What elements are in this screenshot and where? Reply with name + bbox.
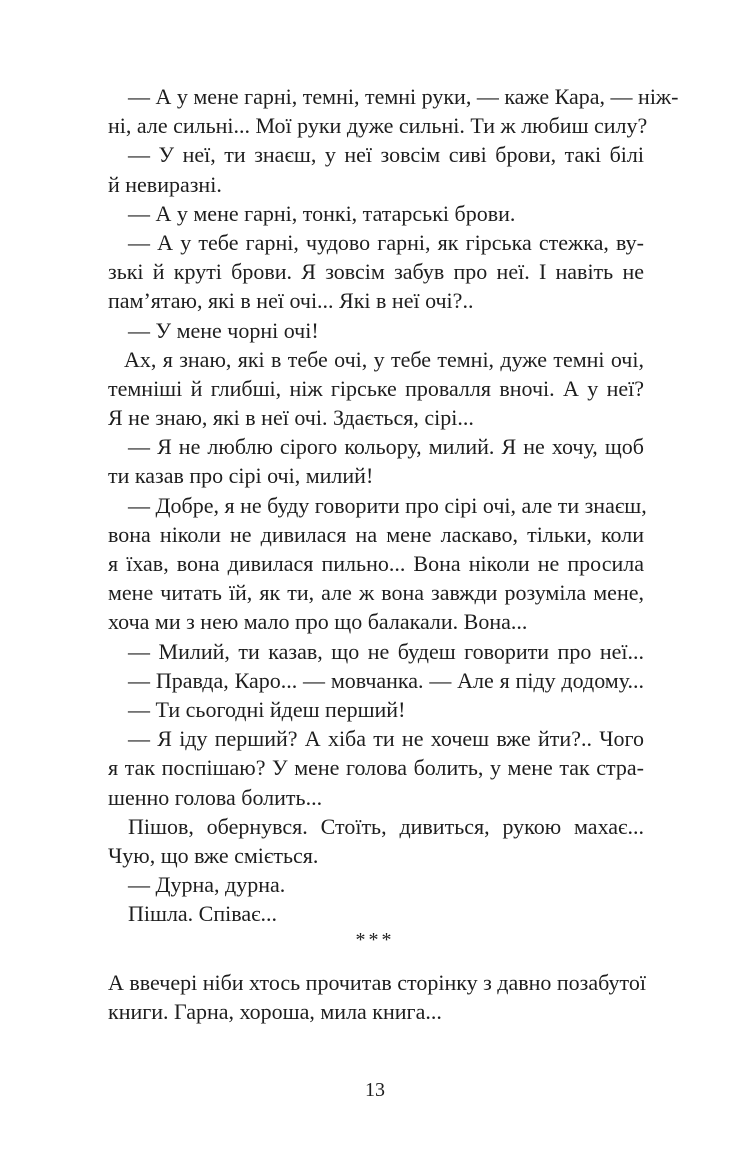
page-number: 13 — [365, 1079, 385, 1101]
text-line: — Дурна, дурна. — [128, 872, 286, 898]
section-text — [108, 968, 644, 1026]
text-line: Я не знаю, які в неї очі. Здається, сірі... — [108, 405, 474, 431]
text-line: — Ти сьогодні йдеш перший! — [128, 696, 406, 722]
text-line: — Я не люблю сірого кольору, милий. Я не хочу, щоб — [128, 434, 644, 460]
text-line: Пішов, обернувся. Стоїть, дивиться, рукою махає... — [128, 813, 644, 839]
text-line: ні, але сильні... Мої руки дуже сильні. Ти ж любиш силу? — [108, 113, 648, 139]
text-line: Чую, що вже сміється. — [108, 842, 319, 868]
text-line: — А у мене гарні, темні, темні руки, — каже Кара, — ніж- — [128, 84, 679, 109]
text-line: хоча ми з нею мало про що балакали. Вона... — [108, 609, 528, 635]
text-line: я так поспішаю? У мене голова болить, у мене так стра- — [108, 755, 644, 781]
text-line: мене читать їй, як ти, але ж вона завжди розуміла мене, — [108, 580, 644, 606]
text-line: — А у тебе гарні, чудово гарні, як гірська стежка, ву- — [128, 229, 644, 255]
text-line: вона ніколи не дивилася на мене ласкаво, тільки, коли — [108, 521, 644, 547]
text-line: — У неї, ти знаєш, у неї зовсім сиві брови, такі білі — [128, 142, 644, 168]
text-line: — Добре, я не буду говорити про сірі очі, але ти знаєш, — [128, 492, 647, 518]
text-line: пам’ятаю, які в неї очі... Які в неї очі?.. — [108, 288, 474, 314]
text-line: Ах, я знаю, які в тебе очі, у тебе темні, дуже темні очі, — [124, 346, 644, 372]
text-line: — У мене чорні очі! — [128, 317, 319, 343]
text-line: — А у мене гарні, тонкі, татарські брови. — [128, 200, 516, 226]
text-line: книги. Гарна, хороша, мила книга... — [108, 999, 442, 1025]
text-line: ти казав про сірі очі, милий! — [108, 463, 374, 489]
text-line: шенно голова болить... — [108, 784, 323, 810]
text-line: — Я іду перший? А хіба ти не хочеш вже йти?.. Чого — [128, 726, 644, 752]
page-body-text — [108, 82, 679, 928]
text-line: й невиразні. — [108, 171, 222, 197]
section-separator: *** — [355, 929, 395, 951]
text-line: А ввечері ніби хтось прочитав сторінку з давно позабутої — [108, 970, 646, 995]
text-line: зькі й круті брови. Я зовсім забув про неї. І навіть не — [108, 259, 644, 285]
text-line: темніші й глибші, ніж гірське провалля вночі. А у неї? — [108, 375, 644, 401]
text-line: — Милий, ти казав, що не будеш говорити про неї... — [128, 638, 644, 664]
text-line: Пішла. Співає... — [128, 901, 278, 927]
text-line: — Правда, Каро... — мовчанка. — Але я піду додому... — [128, 667, 644, 693]
text-line: я їхав, вона дивилася пильно... Вона ніколи не просила — [108, 551, 644, 576]
